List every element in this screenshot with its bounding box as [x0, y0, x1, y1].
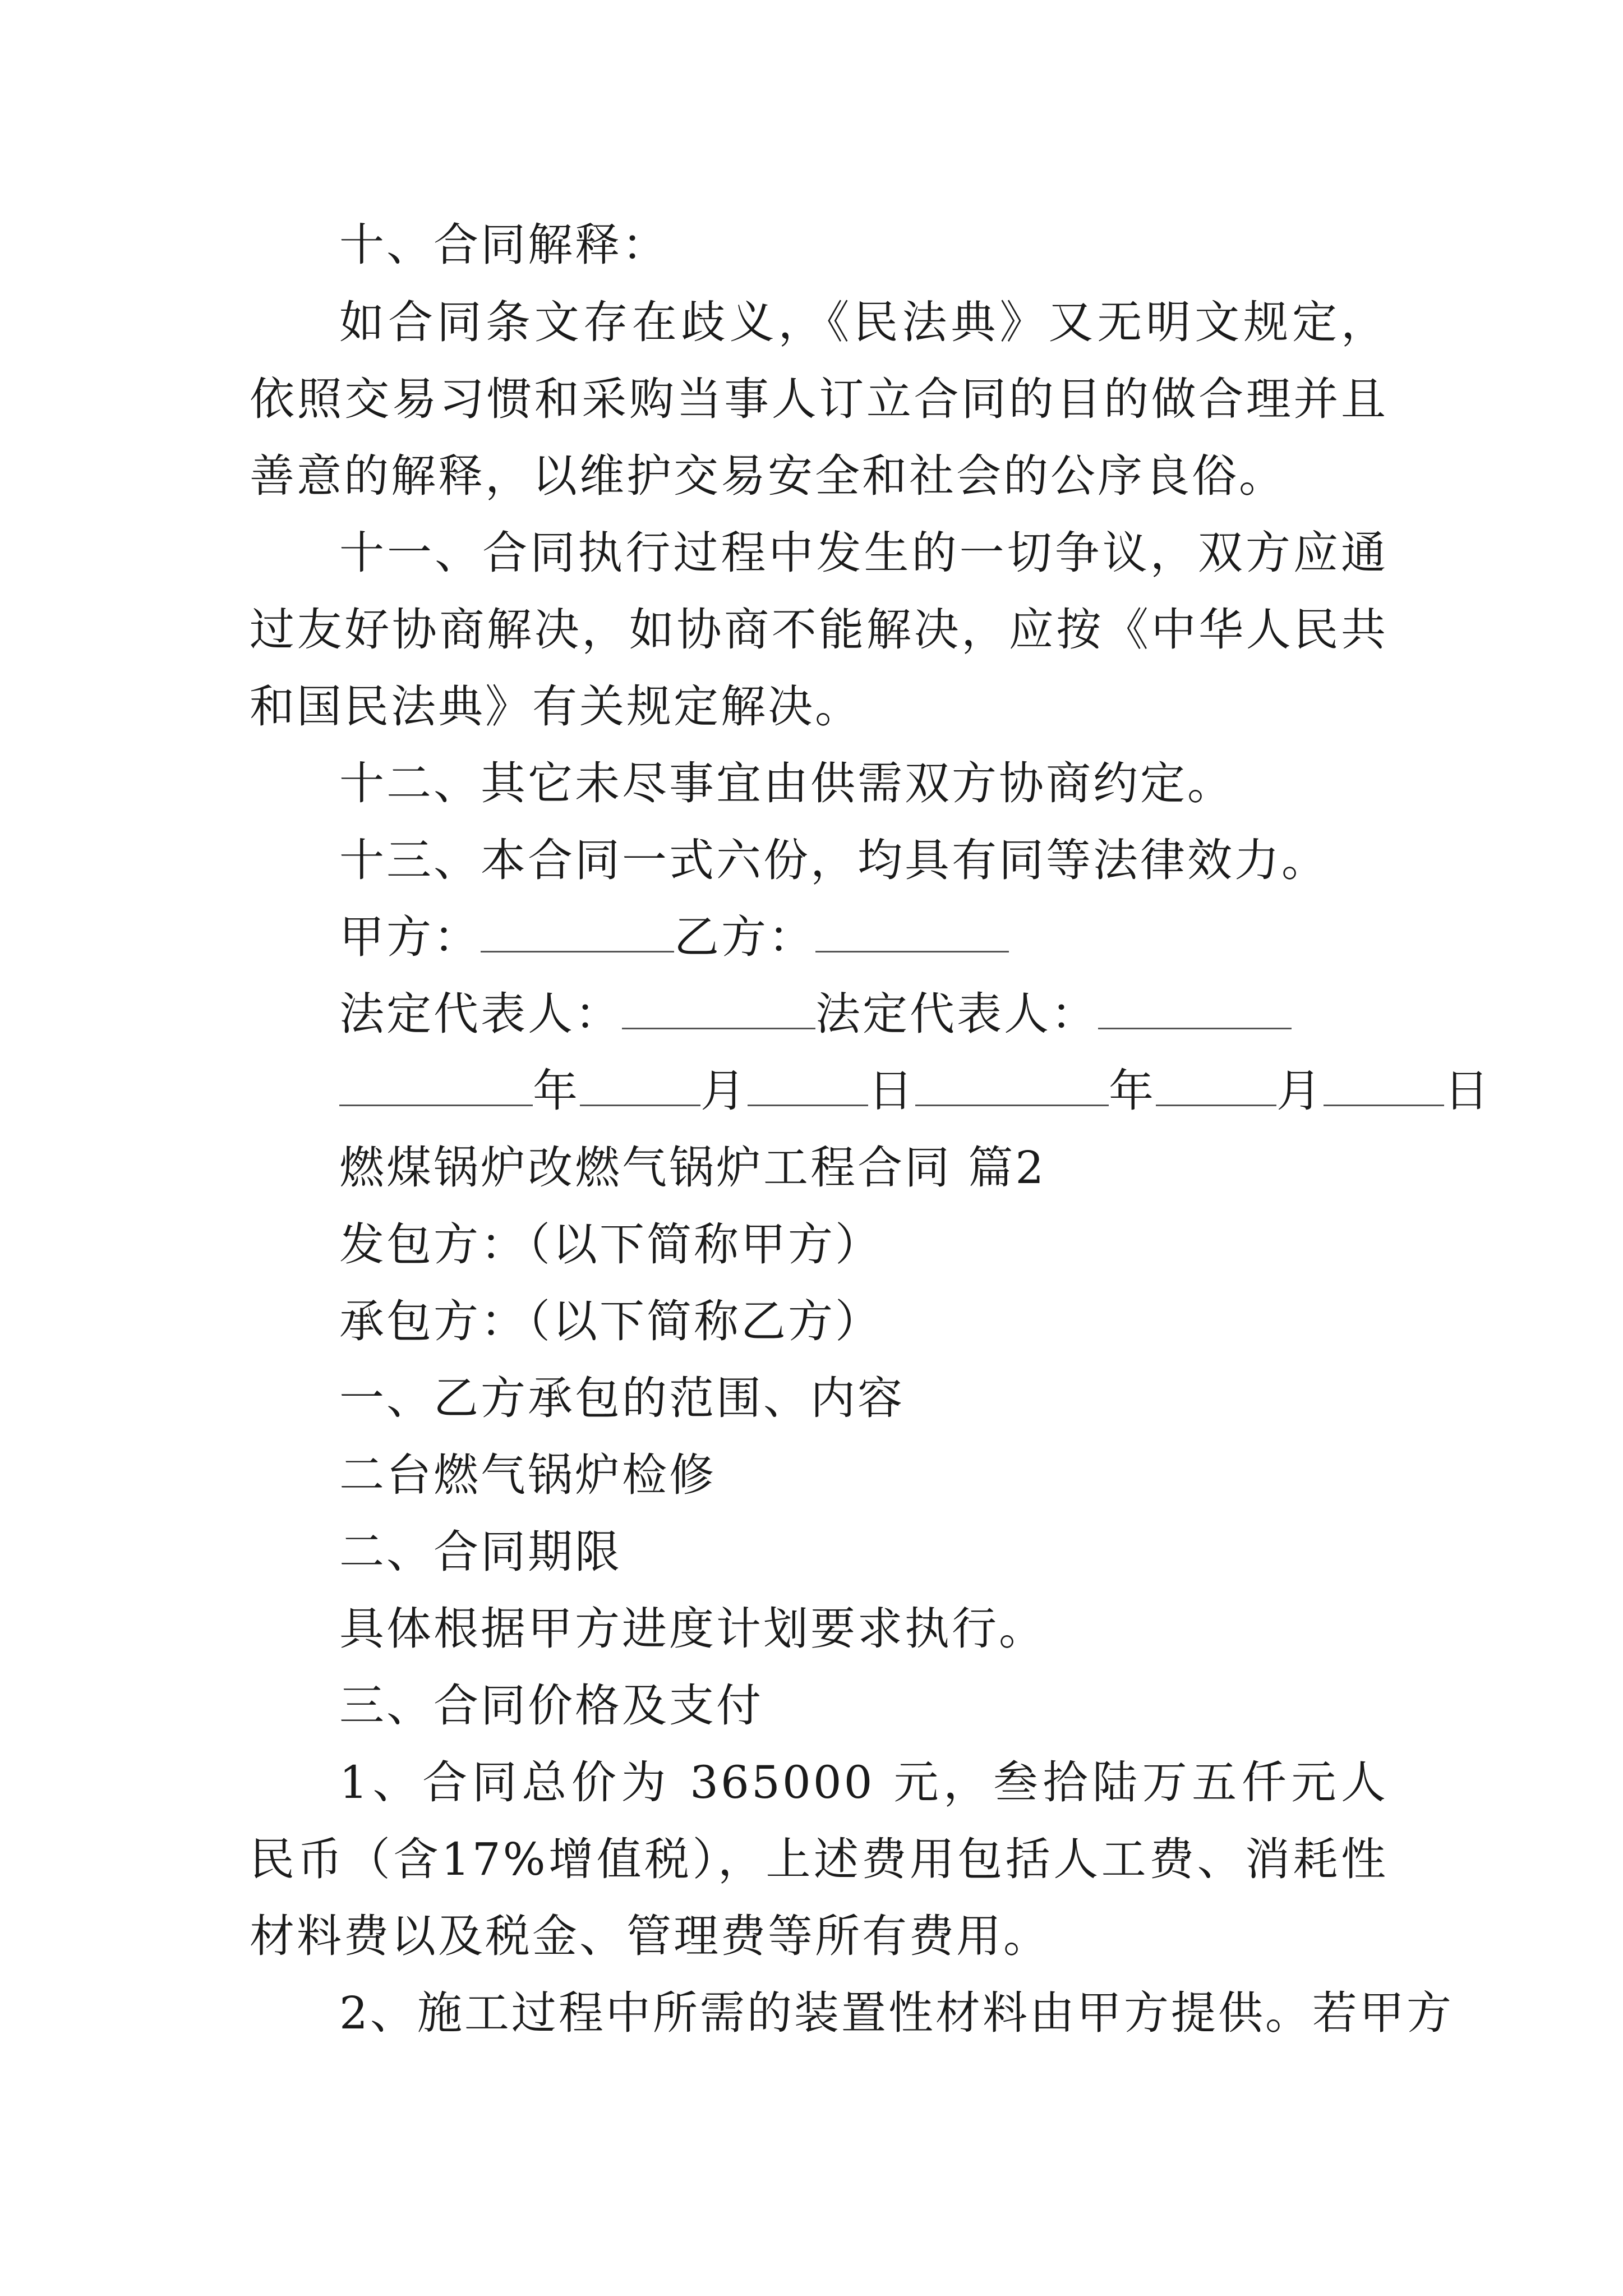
section-2-body: 具体根据甲方进度计划要求执行。	[339, 1603, 1046, 1655]
date-b-month-blank	[1156, 1065, 1276, 1106]
party-a-label: 甲方：	[339, 911, 481, 963]
section-3-item-1: 1、合同总价为 365000 元，叁拾陆万五仟元人民币（含17%增值税），上述费用包括人工费、消耗性材料费以及税金、管理费等所有费用。	[250, 1756, 1388, 1962]
contract-2-title: 燃煤锅炉改燃气锅炉工程合同 篇2	[339, 1142, 1046, 1194]
section-10-heading: 十、合同解释：	[339, 219, 669, 271]
party-b-blank	[815, 912, 1009, 953]
date-a-month-blank	[580, 1065, 700, 1106]
date-b-year-blank	[915, 1065, 1109, 1106]
date-a-day-blank	[748, 1065, 868, 1106]
date-b-day-label: 日	[1444, 1065, 1491, 1117]
date-a-month-label: 月	[700, 1065, 748, 1117]
employer-line: 发包方：（以下简称甲方）	[339, 1218, 882, 1271]
legal-rep-a-label: 法定代表人：	[339, 988, 622, 1040]
date-signature-line	[339, 1052, 1491, 1129]
section-10-body: 如合同条文存在歧义，《民法典》又无明文规定，依照交易习惯和采购当事人订立合同的目的做合理并且善意的解释，以维护交易安全和社会的公序良俗。	[250, 296, 1388, 502]
legal-rep-b-blank	[1098, 988, 1292, 1029]
party-b-label: 乙方：	[674, 911, 815, 963]
party-signature-line	[339, 899, 1009, 976]
party-a-blank	[481, 912, 674, 953]
section-12-body: 十二、其它未尽事宜由供需双方协商约定。	[339, 757, 1234, 809]
date-a-year-label: 年	[533, 1065, 580, 1117]
date-a-year-blank	[339, 1065, 533, 1106]
date-b-day-blank	[1324, 1065, 1444, 1106]
legal-rep-signature-line	[339, 976, 1292, 1052]
legal-rep-b-label: 法定代表人：	[815, 988, 1098, 1040]
date-a-day-label: 日	[868, 1065, 915, 1117]
section-2-heading: 二、合同期限	[339, 1526, 622, 1578]
section-1-body: 二台燃气锅炉检修	[339, 1449, 716, 1501]
legal-rep-a-blank	[622, 988, 815, 1029]
contractor-line: 承包方：（以下简称乙方）	[339, 1295, 882, 1347]
date-b-month-label: 月	[1276, 1065, 1324, 1117]
date-b-year-label: 年	[1109, 1065, 1156, 1117]
section-13-body: 十三、本合同一式六份，均具有同等法律效力。	[339, 834, 1329, 886]
section-3-item-2: 2、施工过程中所需的装置性材料由甲方提供。若甲方	[339, 1987, 1454, 2039]
section-1-heading: 一、乙方承包的范围、内容	[339, 1372, 905, 1424]
section-3-heading: 三、合同价格及支付	[339, 1680, 763, 1732]
section-11-body: 十一、合同执行过程中发生的一切争议，双方应通过友好协商解决，如协商不能解决，应按《中华人民共和国民法典》有关规定解决。	[250, 527, 1388, 733]
